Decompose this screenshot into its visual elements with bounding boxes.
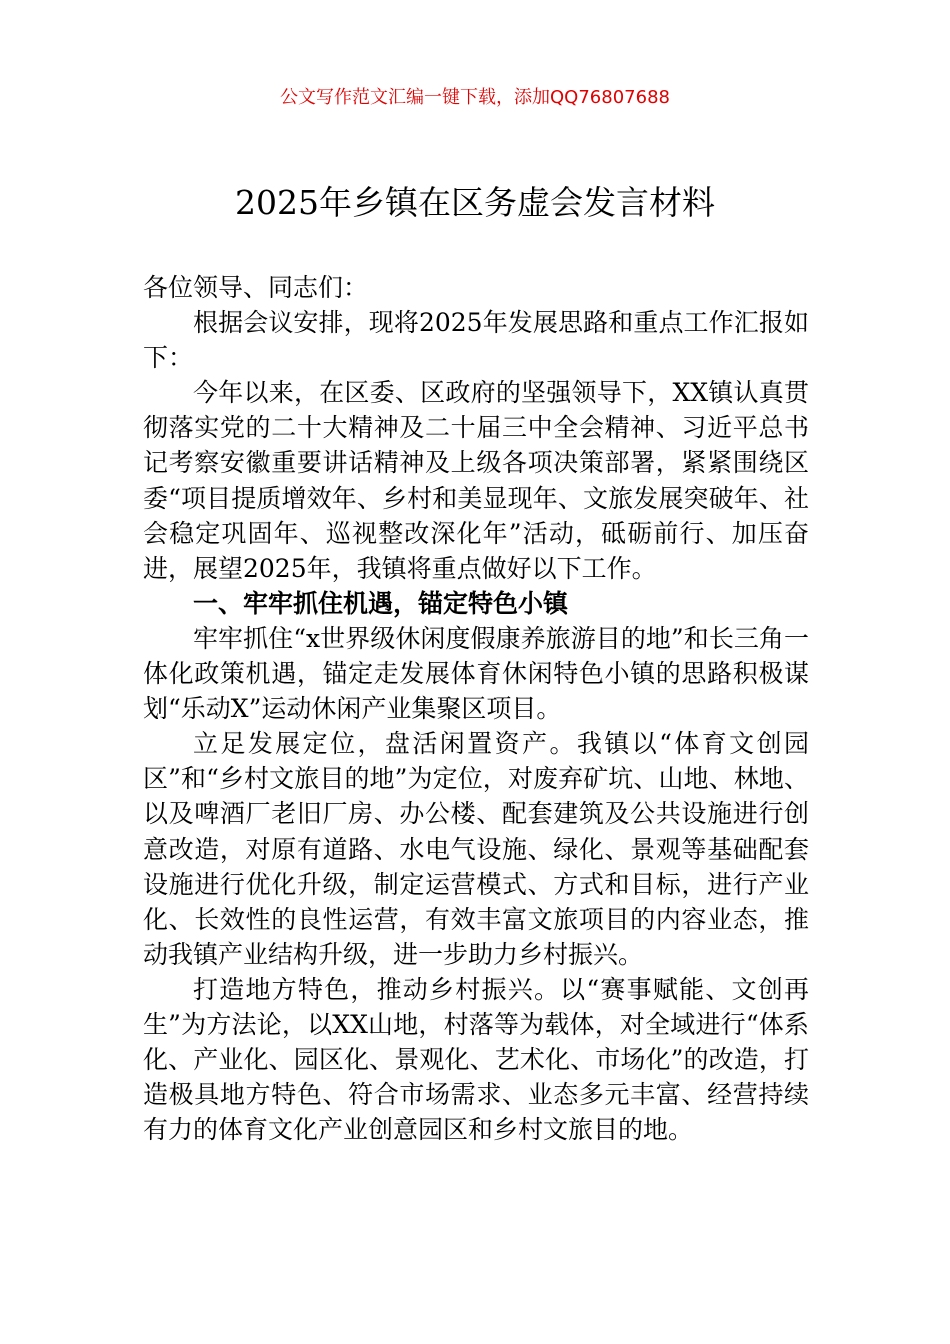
paragraph-overview: 今年以来，在区委、区政府的坚强领导下，XX镇认真贯彻落实党的二十大精神及二十届三中全会精神、习近平总书记考察安徽重要讲话精神及上级各项决策部署，紧紧围绕区委“项目提质增效年、乡村和美显现年、文旅发展突破年、社会稳定巩固年、巡视整改深化年”活动，砥砺前行、加压奋进，展望2025年，我镇将重点做好以下工作。 [143,378,809,583]
section-heading: 一、牢牢抓住机遇，锚定特色小镇 [193,588,569,618]
section-paragraph: 立足发展定位，盘活闲置资产。我镇以“体育文创园区”和“乡村文旅目的地”为定位，对废弃矿坑、山地、林地、以及啤酒厂老旧厂房、办公楼、配套建筑及公共设施进行创意改造，对原有道路、水电气设施、绿化、景观等基础配套设施进行优化升级，制定运营模式、方式和目标，进行产业化、长效性的良性运营，有效丰富文旅项目的内容业态，推动我镇产业结构升级，进一步助力乡村振兴。 [143,729,809,969]
section-paragraph: 牢牢抓住“x世界级休闲度假康养旅游目的地”和长三角一体化政策机遇，锚定走发展体育休闲特色小镇的思路积极谋划“乐动X”运动休闲产业集聚区项目。 [143,623,809,724]
salutation: 各位领导、同志们： [143,273,369,302]
document-title: 2025年乡镇在区务虚会发言材料 [235,183,715,222]
document-body [143,270,809,1147]
paragraph-intro: 根据会议安排，现将2025年发展思路和重点工作汇报如下： [143,308,809,373]
download-banner-link[interactable]: 公文写作范文汇编一键下载，添加QQ76807688 [280,87,670,108]
section-paragraph: 打造地方特色，推动乡村振兴。以“赛事赋能、文创再生”为方法论，以XX山地，村落等为载体，对全域进行“体系化、产业化、园区化、景观化、艺术化、市场化”的改造，打造极具地方特色、符合市场需求、业态多元丰富、经营持续有力的体育文化产业创意园区和乡村文旅目的地。 [143,974,809,1145]
